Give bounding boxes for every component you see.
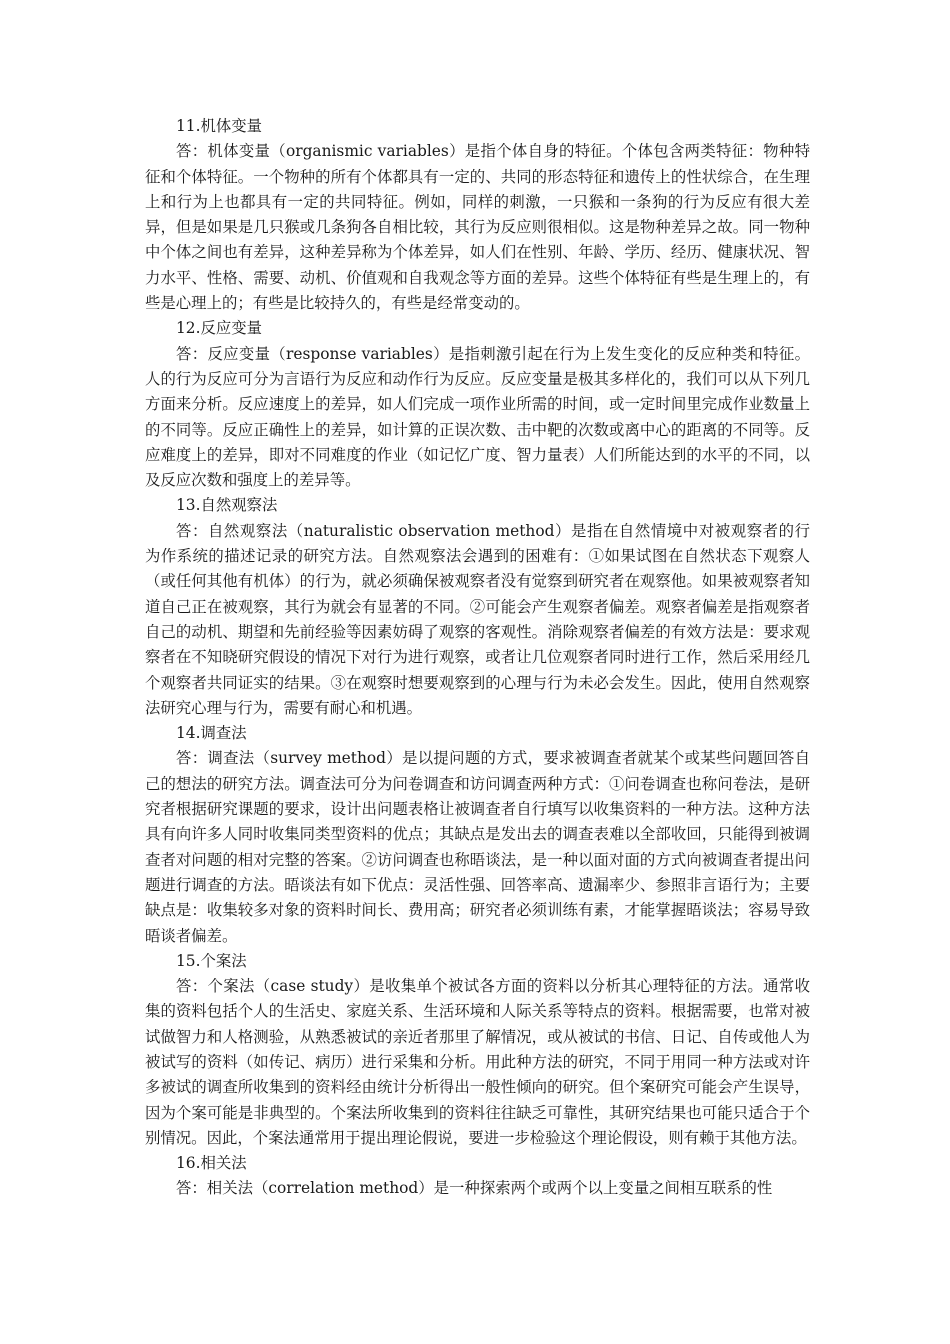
section-answer	[145, 519, 810, 721]
section-answer	[145, 342, 810, 494]
answer-text: 调查法（survey method）是以提问题的方式，要求被调查者就某个或某些问题回答自己的想法的研究方法。调查法可分为问卷调查和访问调查两种方式：①问卷调查也称问卷法，是研究者根据研究课题的要求，设计出问题表格让被调查者自行填写以收集资料的一种方法。这种方法具有向许多人同时收集同类型资料的优点；其缺点是发出去的调查表难以全部收回，只能得到被调查者对问题的相对完整的答案。②访问调查也称晤谈法，是一种以面对面的方式向被调查者提出问题进行调查的方法。晤谈法有如下优点：灵活性强、回答率高、遗漏率少、参照非言语行为；主要缺点是：收集较多对象的资料时间长、费用高；研究者必须训练有素，才能掌握晤谈法；容易导致晤谈者偏差。	[145, 749, 810, 945]
section-number: 14.	[176, 724, 201, 743]
section-number: 16.	[176, 1154, 201, 1173]
answer-text: 机体变量（organismic variables）是指个体自身的特征。个体包含两类特征：物种特征和个体特征。一个物种的所有个体都具有一定的、共同的形态特征和遗传上的性状综合，在生理上和行为上也都具有一定的共同特征。例如，同样的刺激，一只猴和一条狗的行为反应有很大差异，但是如果是几只猴或几条狗各自相比较，其行为反应则很相似。这是物种差异之故。同一物种中个体之间也有差异，这种差异称为个体差异，如人们在性别、年龄、学历、经历、健康状况、智力水平、性格、需要、动机、价值观和自我观念等方面的差异。这些个体特征有些是生理上的，有些是心理上的；有些是比较持久的，有些是经常变动的。	[145, 142, 810, 313]
section-11	[145, 114, 810, 316]
answer-text: 反应变量（response variables）是指刺激引起在行为上发生变化的反应种类和特征。人的行为反应可分为言语行为反应和动作行为反应。反应变量是极其多样化的，我们可以从下列几方面来分析。反应速度上的差异，如人们完成一项作业所需的时间，或一定时间里完成作业数量上的不同等。反应正确性上的差异，如计算的正误次数、击中靶的次数或离中心的距离的不同等。反应难度上的差异，即对不同难度的作业（如记忆广度、智力量表）人们所能达到的水平的不同，以及反应次数和强度上的差异等。	[145, 344, 810, 490]
answer-label: 答：	[176, 521, 208, 540]
section-term: 机体变量	[200, 117, 263, 135]
answer-label: 答：	[176, 977, 208, 996]
section-answer	[145, 746, 810, 948]
section-title	[145, 1151, 810, 1176]
section-term: 调查法	[200, 724, 247, 743]
section-13	[145, 493, 810, 721]
document-page	[145, 114, 810, 1202]
section-title	[145, 721, 810, 746]
section-term: 反应变量	[200, 319, 263, 338]
section-title	[145, 949, 810, 974]
section-number: 12.	[176, 319, 201, 338]
section-title	[145, 114, 810, 139]
answer-text: 相关法（correlation method）是一种探索两个或两个以上变量之间相互联系的性	[206, 1179, 773, 1198]
section-answer	[145, 974, 810, 1151]
section-answer	[145, 1176, 810, 1201]
section-title	[145, 493, 810, 518]
answer-text: 个案法（case study）是收集单个被试各方面的资料以分析其心理特征的方法。通常收集的资料包括个人的生活史、家庭关系、生活环境和人际关系等特点的资料。根据需要，也常对被试做智力和人格测验，从熟悉被试的亲近者那里了解情况，或从被试的书信、日记、自传或他人为被试写的资料（如传记、病历）进行采集和分析。用此种方法的研究，不同于用同一种方法或对许多被试的调查所收集到的资料经由统计分析得出一般性倾向的研究。但个案研究可能会产生误导，因为个案可能是非典型的。个案法所收集到的资料往往缺乏可靠性，其研究结果也可能只适合于个别情况。因此，个案法通常用于提出理论假说，要进一步检验这个理论假设，则有赖于其他方法。	[145, 977, 810, 1147]
section-number: 15.	[176, 951, 201, 970]
answer-label: 答：	[176, 344, 208, 363]
section-title	[145, 316, 810, 341]
section-number: 13.	[176, 496, 201, 515]
answer-text: 自然观察法（naturalistic observation method）是指在自然情境中对被观察者的行为作系统的描述记录的研究方法。自然观察法会遇到的困难有：①如果试图在自然状态下观察人（或任何其他有机体）的行为，就必须确保被观察者没有觉察到研究者在观察他。如果被观察者知道自己正在被观察，其行为就会有显著的不同。②可能会产生观察者偏差。观察者偏差是指观察者自己的动机、期望和先前经验等因素妨碍了观察的客观性。消除观察者偏差的有效方法是：要求观察者在不知晓研究假设的情况下对行为进行观察，或者让几位观察者同时进行工作，然后采用经几个观察者共同证实的结果。③在观察时想要观察到的心理与行为未必会发生。因此，使用自然观察法研究心理与行为，需要有耐心和机遇。	[145, 521, 810, 717]
answer-label: 答：	[176, 142, 208, 161]
section-15	[145, 949, 810, 1151]
section-answer	[145, 139, 810, 316]
answer-label: 答：	[176, 1179, 207, 1198]
section-16	[145, 1151, 810, 1202]
section-14	[145, 721, 810, 949]
section-term: 自然观察法	[200, 496, 278, 515]
section-term: 相关法	[200, 1154, 247, 1173]
section-term: 个案法	[200, 951, 247, 970]
section-12	[145, 316, 810, 493]
section-number: 11.	[176, 117, 201, 135]
answer-label: 答：	[176, 749, 208, 768]
